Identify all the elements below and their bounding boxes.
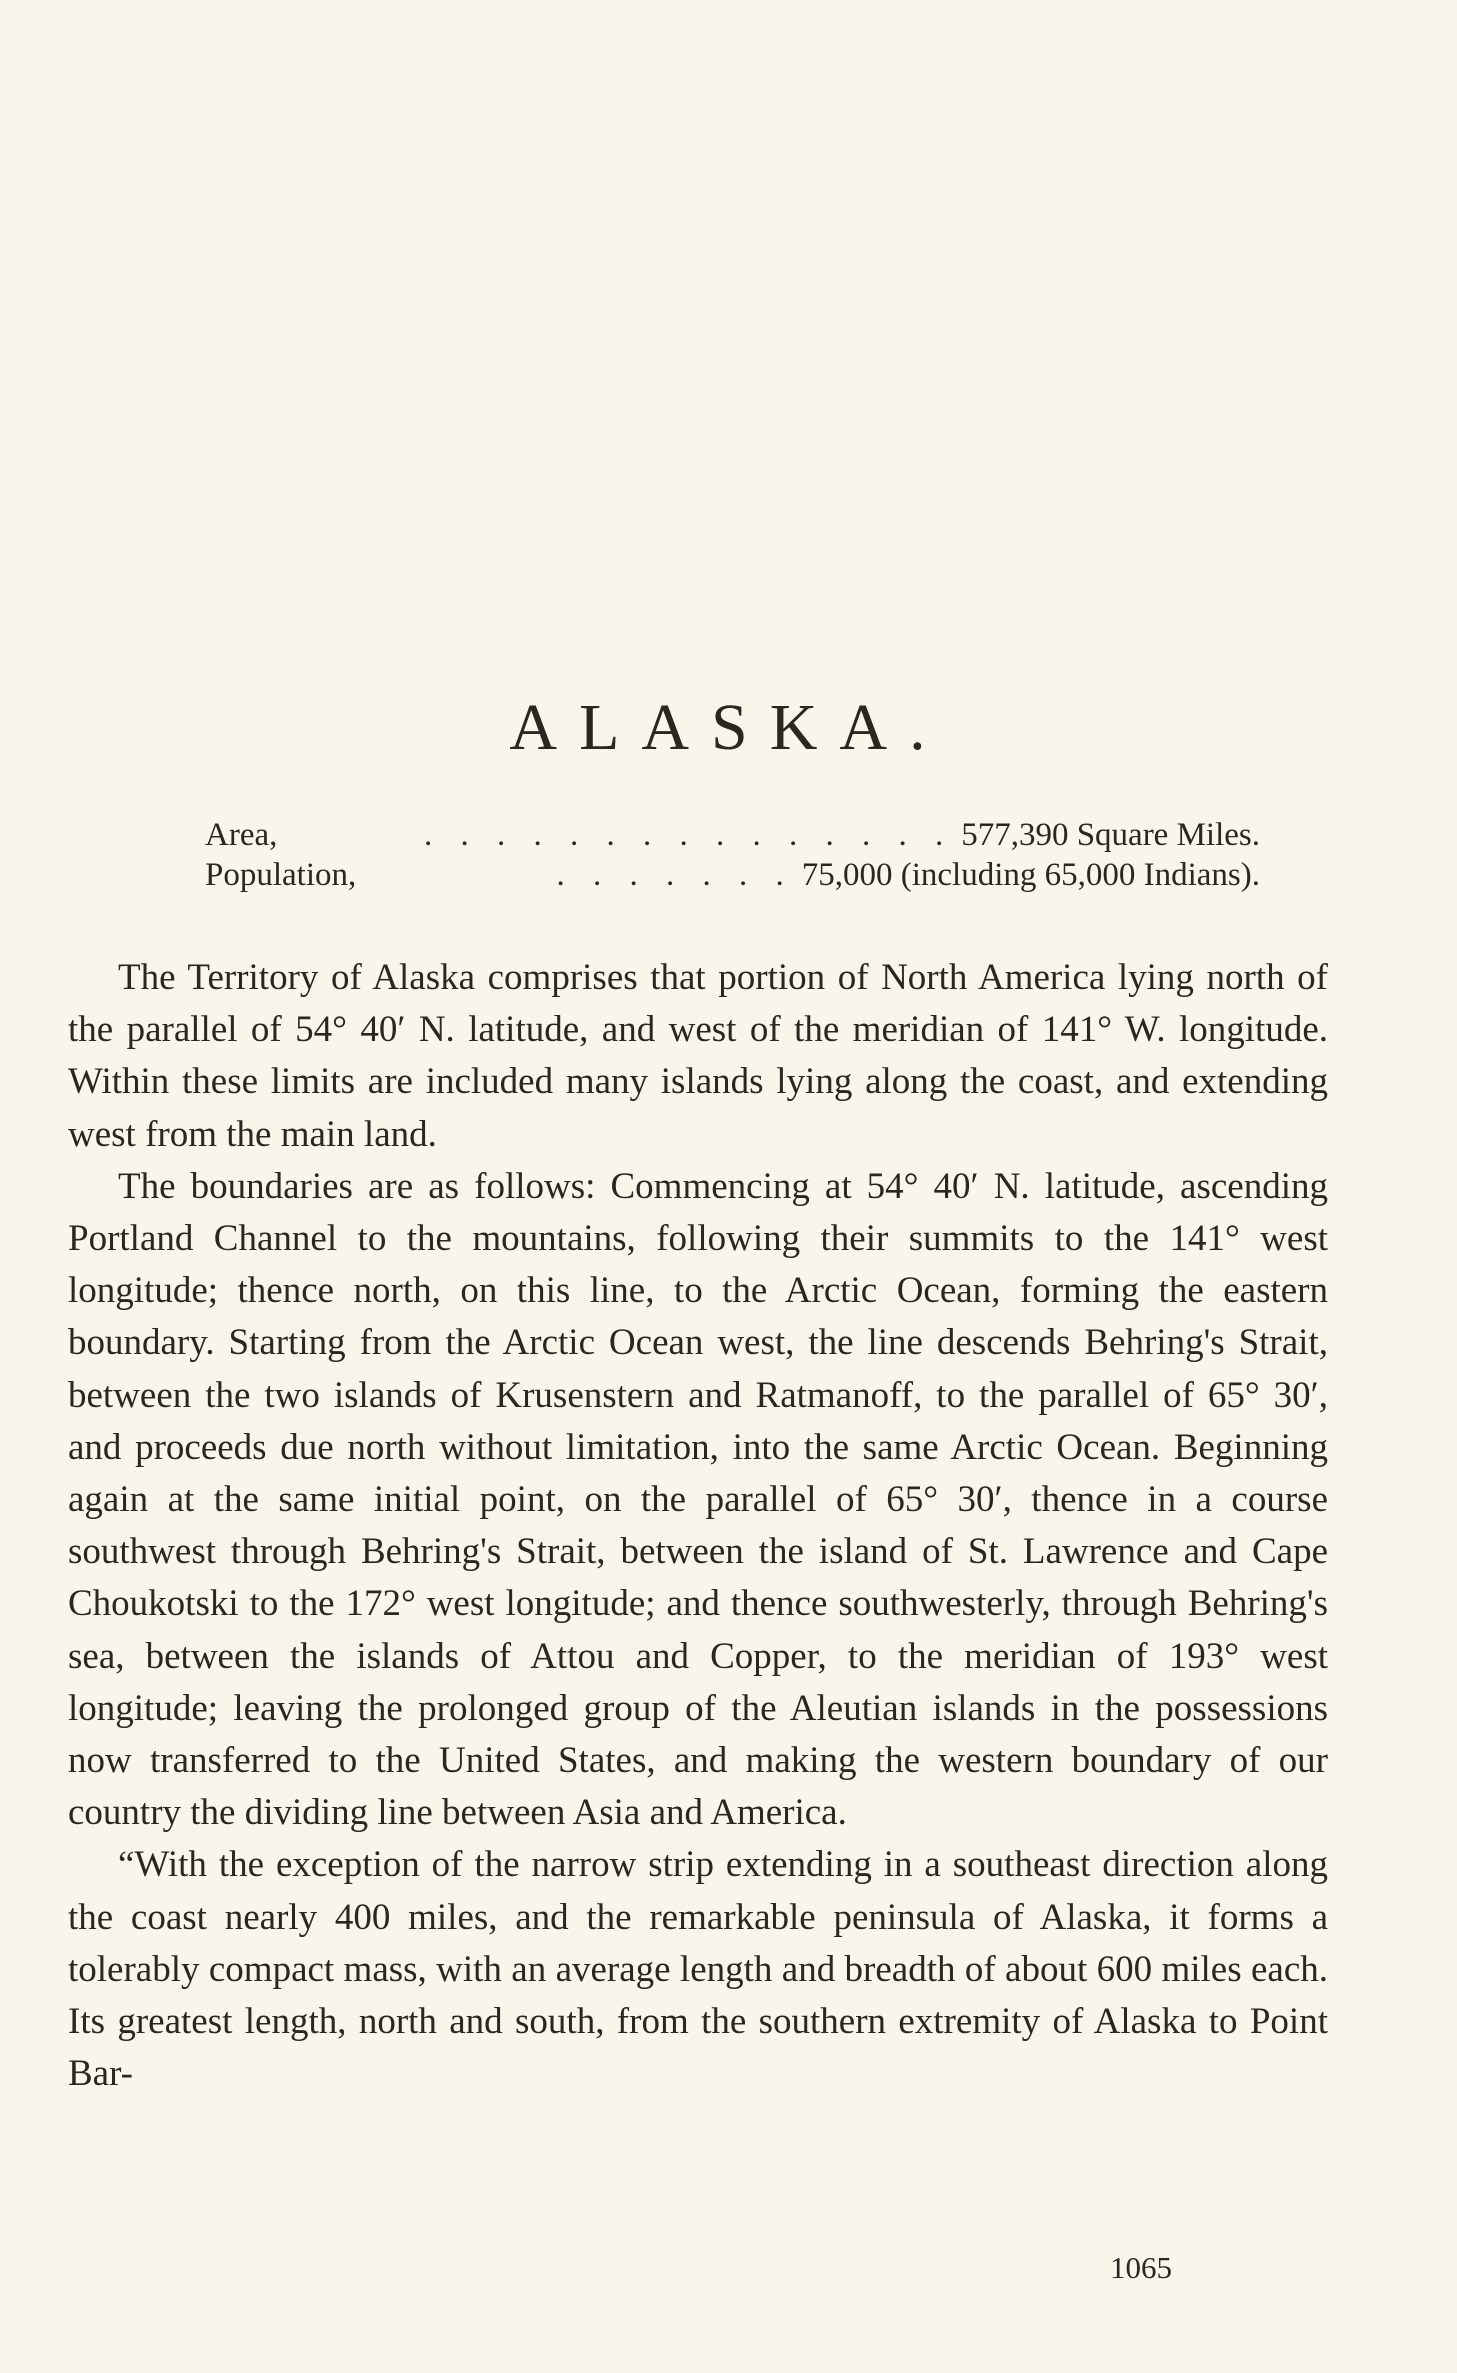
stats-dot-leader: . . . . . . . xyxy=(556,857,794,893)
body-text xyxy=(68,952,1328,2100)
stats-label: Population, xyxy=(205,857,357,893)
stats-row-population xyxy=(205,855,1260,895)
paragraph: “With the exception of the narrow strip extending in a southeast direction along the coast nearly 400 miles, and the remarkable peninsula of Alaska, it forms a tolerably compact mass, with an average length and breadth of about 600 miles each. Its greatest length, north and south, from the southern extremity of Alaska to Point Bar- xyxy=(68,1844,1328,2095)
stats-value: 577,390 Square Miles. xyxy=(961,817,1260,853)
page-number: 1065 xyxy=(1110,2250,1172,2285)
stats-label: Area, xyxy=(205,817,278,853)
stats-dot-leader: . . . . . . . . . . . . . . . xyxy=(423,817,954,853)
page-title: ALASKA. xyxy=(509,691,948,764)
paragraph: The Territory of Alaska comprises that portion of North America lying north of the parallel of 54° 40′ N. latitude, and west of the meridian of 141° W. longitude. Within these limits are included many islands lying along the coast, and extending west from the main land. xyxy=(68,957,1328,1155)
stats-value: 75,000 (including 65,000 Indians). xyxy=(801,857,1260,893)
paragraph: The boundaries are as follows: Commencing at 54° 40′ N. latitude, ascending Portland Channel to the mountains, following their summits to the 141° west longitude; thence north, on this line, to the Arctic Ocean, forming the eastern boundary. Starting from the Arctic Ocean west, the line descends Behring's Strait, between the two islands of Krusenstern and Ratmanoff, to the parallel of 65° 30′, and proceeds due north without limitation, into the same Arctic Ocean. Beginning again at the same initial point, on the parallel of 65° 30′, thence in a course southwest through Behring's Strait, between the island of St. Lawrence and Cape Choukotski to the 172° west longitude; and thence southwesterly, through Behring's sea, between the islands of Attou and Copper, to the meridian of 193° west longitude; leaving the prolonged group of the Aleutian islands in the possessions now transferred to the United States, and making the western boundary of our country the dividing line between Asia and America. xyxy=(68,1165,1328,1834)
stats-row-area xyxy=(205,815,1260,855)
